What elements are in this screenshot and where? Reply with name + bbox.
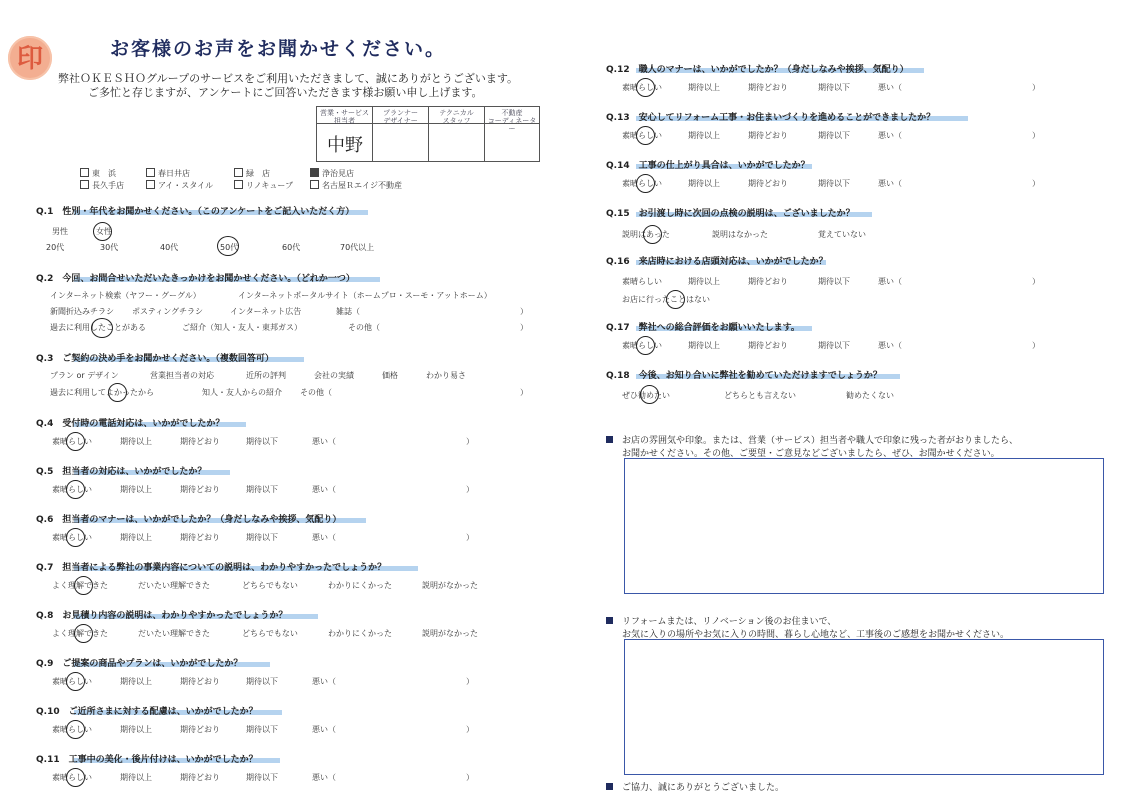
store-check-midori[interactable]: 緑 店 bbox=[234, 168, 270, 179]
question-4: Q.4 受付時の電話対応は、いかがでしたか？ bbox=[36, 419, 225, 429]
q4-option-1[interactable]: 期待以上 bbox=[120, 437, 152, 446]
q6-option-1[interactable]: 期待以上 bbox=[120, 533, 152, 542]
q14-option-1[interactable]: 期待以上 bbox=[688, 179, 720, 188]
q12-option-3[interactable]: 期待以下 bbox=[818, 83, 850, 92]
q15-option-unsure[interactable]: 覚えていない bbox=[818, 230, 866, 239]
staff-header-planner: プランナー デザイナー bbox=[383, 109, 418, 125]
q16-option-4[interactable]: 悪い（ bbox=[878, 277, 902, 286]
bullet-square-icon bbox=[606, 783, 613, 790]
q9-option-4[interactable]: 悪い（ bbox=[312, 677, 336, 686]
question-16: Q.16 来店時における店頭対応は、いかがでしたか？ bbox=[606, 257, 828, 267]
q16-option-1[interactable]: 期待以上 bbox=[688, 277, 720, 286]
q5-option-3[interactable]: 期待以下 bbox=[246, 485, 278, 494]
q2-option-posting[interactable]: ポスティングチラシ bbox=[132, 307, 204, 316]
q2-paren-close-1: ） bbox=[520, 307, 528, 316]
staff-header-sales: 営業・サービス 担当者 bbox=[320, 109, 369, 125]
q10-option-5: ） bbox=[466, 725, 474, 734]
store-check-higashi[interactable]: 東 浜 bbox=[80, 168, 116, 179]
bullet-square-icon bbox=[606, 617, 613, 624]
q7-option-3[interactable]: わかりにくかった bbox=[328, 581, 392, 590]
q10-option-1[interactable]: 期待以上 bbox=[120, 725, 152, 734]
comment-1-textarea[interactable] bbox=[624, 458, 1104, 594]
staff-name-handwritten: 中野 bbox=[327, 135, 363, 156]
q1-age-40[interactable]: 40代 bbox=[160, 243, 179, 252]
q13-option-4[interactable]: 悪い（ bbox=[878, 131, 902, 140]
comment-1-prompt-line-1: お店の雰囲気や印象。または、営業（サービス）担当者や職人で印象に残った者がおりましたら、 bbox=[622, 436, 1019, 446]
q3-option-other[interactable]: その他（ bbox=[300, 388, 332, 397]
question-17: Q.17 弊社への総合評価をお願いいたします。 bbox=[606, 323, 800, 333]
q18-option-no[interactable]: 勧めたくない bbox=[846, 391, 894, 400]
q10-option-3[interactable]: 期待以下 bbox=[246, 725, 278, 734]
q3-option-record[interactable]: 会社の実績 bbox=[314, 371, 354, 380]
question-13: Q.13 安心してリフォーム工事・お住まいづくりを進めることができましたか？ bbox=[606, 113, 936, 123]
q9-option-0[interactable]: 素晴らしい bbox=[52, 677, 92, 686]
q17-option-0[interactable]: 素晴らしい bbox=[622, 341, 662, 350]
q2-paren-close-2: ） bbox=[520, 323, 528, 332]
store-check-kasugai[interactable]: 春日井店 bbox=[146, 168, 190, 179]
q6-option-4[interactable]: 悪い（ bbox=[312, 533, 336, 542]
q3-option-reputation[interactable]: 近所の評判 bbox=[246, 371, 286, 380]
q10-option-4[interactable]: 悪い（ bbox=[312, 725, 336, 734]
q6-option-0[interactable]: 素晴らしい bbox=[52, 533, 92, 542]
question-1: Q.1 性別・年代をお聞かせください。（このアンケートをご記入いただく方） bbox=[36, 207, 355, 217]
q14-option-2[interactable]: 期待どおり bbox=[748, 179, 788, 188]
q8-option-2[interactable]: どちらでもない bbox=[242, 629, 298, 638]
q15-option-yes[interactable]: 説明はあった bbox=[622, 230, 670, 239]
q2-option-search[interactable]: インターネット検索（ヤフー・グーグル） bbox=[50, 291, 201, 300]
question-8: Q.8 お見積り内容の説明は、わかりやすかったでしょうか？ bbox=[36, 611, 288, 621]
q14-option-0[interactable]: 素晴らしい bbox=[622, 179, 662, 188]
q1-age-20[interactable]: 20代 bbox=[46, 243, 65, 252]
q2-option-portal[interactable]: インターネットポータルサイト（ホームプロ・スーモ・アットホーム） bbox=[238, 291, 492, 300]
q3-option-friend[interactable]: 知人・友人からの紹介 bbox=[202, 388, 282, 397]
q12-option-0[interactable]: 素晴らしい bbox=[622, 83, 662, 92]
q3-option-sales-staff[interactable]: 営業担当者の対応 bbox=[150, 371, 214, 380]
q11-option-5: ） bbox=[466, 773, 474, 782]
q9-option-3[interactable]: 期待以下 bbox=[246, 677, 278, 686]
question-3: Q.3 ご契約の決め手をお聞かせください。（複数回答可） bbox=[36, 354, 274, 364]
q5-option-4[interactable]: 悪い（ bbox=[312, 485, 336, 494]
question-7: Q.7 担当者による弊社の事業内容についての説明は、わかりやすかったでしょうか？ bbox=[36, 563, 387, 573]
q8-option-3[interactable]: わかりにくかった bbox=[328, 629, 392, 638]
q4-option-0[interactable]: 素晴らしい bbox=[52, 437, 92, 446]
q9-option-1[interactable]: 期待以上 bbox=[120, 677, 152, 686]
store-check-istyle[interactable]: アイ・スタイル bbox=[146, 180, 213, 191]
q18-option-neutral[interactable]: どちらとも言えない bbox=[724, 391, 796, 400]
q17-option-4[interactable]: 悪い（ bbox=[878, 341, 902, 350]
q13-option-2[interactable]: 期待どおり bbox=[748, 131, 788, 140]
q13-option-0[interactable]: 素晴らしい bbox=[622, 131, 662, 140]
q9-option-5: ） bbox=[466, 677, 474, 686]
q3-option-plan[interactable]: プラン or デザイン bbox=[50, 371, 119, 380]
question-18: Q.18 今後、お知り合いに弊社を勧めていただけますでしょうか？ bbox=[606, 371, 882, 381]
q12-option-2[interactable]: 期待どおり bbox=[748, 83, 788, 92]
q2-option-newspaper[interactable]: 新聞折込みチラシ bbox=[50, 307, 114, 316]
q14-option-3[interactable]: 期待以下 bbox=[818, 179, 850, 188]
q8-option-4[interactable]: 説明がなかった bbox=[422, 629, 478, 638]
question-15: Q.15 お引渡し時に次回の点検の説明は、ございましたか？ bbox=[606, 209, 855, 219]
q12-option-5: ） bbox=[1032, 83, 1040, 92]
q11-option-2[interactable]: 期待どおり bbox=[180, 773, 220, 782]
q1-option-male[interactable]: 男性 bbox=[52, 227, 68, 236]
q7-option-2[interactable]: どちらでもない bbox=[242, 581, 298, 590]
bullet-square-icon bbox=[606, 436, 613, 443]
q2-option-referral[interactable]: ご紹介（知人・友人・東邦ガス） bbox=[182, 323, 302, 332]
q16-option-2[interactable]: 期待どおり bbox=[748, 277, 788, 286]
question-10: Q.10 ご近所さまに対する配慮は、いかがでしたか？ bbox=[36, 707, 258, 717]
q14-option-4[interactable]: 悪い（ bbox=[878, 179, 902, 188]
q1-age-70[interactable]: 70代以上 bbox=[340, 243, 375, 252]
intro-line-1: 弊社ＯＫＥＳＨＯグループのサービスをご利用いただきまして、誠にありがとうございます。 bbox=[58, 72, 519, 85]
q16-option-3[interactable]: 期待以下 bbox=[818, 277, 850, 286]
q16-option-5: ） bbox=[1032, 277, 1040, 286]
q4-option-2[interactable]: 期待どおり bbox=[180, 437, 220, 446]
q6-option-5: ） bbox=[466, 533, 474, 542]
q4-option-5: ） bbox=[466, 437, 474, 446]
q16-option-not-visited[interactable]: お店に行ったことはない bbox=[622, 295, 710, 304]
q5-option-5: ） bbox=[466, 485, 474, 494]
q11-option-1[interactable]: 期待以上 bbox=[120, 773, 152, 782]
q7-option-0[interactable]: よく理解できた bbox=[52, 581, 108, 590]
q6-option-2[interactable]: 期待どおり bbox=[180, 533, 220, 542]
q9-option-2[interactable]: 期待どおり bbox=[180, 677, 220, 686]
q5-option-2[interactable]: 期待どおり bbox=[180, 485, 220, 494]
q17-option-1[interactable]: 期待以上 bbox=[688, 341, 720, 350]
question-6: Q.6 担当者のマナーは、いかがでしたか？（身だしなみや挨拶、気配り） bbox=[36, 515, 342, 525]
q16-option-0[interactable]: 素晴らしい bbox=[622, 277, 662, 286]
q8-option-1[interactable]: だいたい理解できた bbox=[138, 629, 210, 638]
comment-2-prompt-line-2: お気に入りの場所やお気に入りの時間、暮らし心地など、工事後のご感想をお聞かせください。 bbox=[622, 630, 1010, 640]
q11-option-4[interactable]: 悪い（ bbox=[312, 773, 336, 782]
q11-option-3[interactable]: 期待以下 bbox=[246, 773, 278, 782]
q17-option-3[interactable]: 期待以下 bbox=[818, 341, 850, 350]
q13-option-3[interactable]: 期待以下 bbox=[818, 131, 850, 140]
staff-table bbox=[316, 106, 540, 162]
comment-2-prompt-line-1: リフォームまたは、リノベーション後のお住まいで、 bbox=[622, 617, 837, 627]
q10-option-2[interactable]: 期待どおり bbox=[180, 725, 220, 734]
q17-option-2[interactable]: 期待どおり bbox=[748, 341, 788, 350]
q17-option-5: ） bbox=[1032, 341, 1040, 350]
q4-option-4[interactable]: 悪い（ bbox=[312, 437, 336, 446]
q7-option-4[interactable]: 説明がなかった bbox=[422, 581, 478, 590]
q18-option-recommend[interactable]: ぜひ勧めたい bbox=[622, 391, 670, 400]
q1-option-female[interactable]: 女性 bbox=[96, 227, 112, 236]
store-check-tajimi[interactable]: 浄治見店 bbox=[310, 168, 354, 179]
q8-option-0[interactable]: よく理解できた bbox=[52, 629, 108, 638]
staff-header-technical: テクニカル スタッフ bbox=[439, 109, 474, 125]
question-11: Q.11 工事中の美化・後片付けは、いかがでしたか？ bbox=[36, 755, 258, 765]
page-title: お客様のお声をお聞かせください。 bbox=[110, 38, 447, 60]
q6-option-3[interactable]: 期待以下 bbox=[246, 533, 278, 542]
q1-age-50[interactable]: 50代 bbox=[220, 243, 239, 252]
q4-option-3[interactable]: 期待以下 bbox=[246, 437, 278, 446]
q3-option-past-good[interactable]: 過去に利用してよかったから bbox=[50, 388, 154, 397]
question-5: Q.5 担当者の対応は、いかがでしたか？ bbox=[36, 467, 207, 477]
thanks-message: ご協力、誠にありがとうございました。 bbox=[622, 783, 785, 793]
q2-option-magazine[interactable]: 雑誌（ bbox=[336, 307, 360, 316]
q12-option-1[interactable]: 期待以上 bbox=[688, 83, 720, 92]
q2-option-past-use[interactable]: 過去に利用したことがある bbox=[50, 323, 146, 332]
q5-option-1[interactable]: 期待以上 bbox=[120, 485, 152, 494]
q3-paren-close: ） bbox=[520, 388, 528, 397]
q1-age-30[interactable]: 30代 bbox=[100, 243, 119, 252]
question-14: Q.14 工事の仕上がり具合は、いかがでしたか？ bbox=[606, 161, 810, 171]
q1-age-60[interactable]: 60代 bbox=[282, 243, 301, 252]
q13-option-5: ） bbox=[1032, 131, 1040, 140]
q7-option-1[interactable]: だいたい理解できた bbox=[138, 581, 210, 590]
q15-option-no[interactable]: 説明はなかった bbox=[712, 230, 768, 239]
q10-option-0[interactable]: 素晴らしい bbox=[52, 725, 92, 734]
store-check-nagoya-r[interactable]: 名古屋Ｒエイジ不動産 bbox=[310, 180, 402, 191]
question-9: Q.9 ご提案の商品やプランは、いかがでしたか？ bbox=[36, 659, 243, 669]
staff-header-realestate: 不動産 コーディネーター bbox=[487, 109, 537, 133]
store-check-renocube[interactable]: リノキューブ bbox=[234, 180, 293, 191]
comment-2-textarea[interactable] bbox=[624, 639, 1104, 775]
comment-1-prompt-line-2: お聞かせください。その他、ご要望・ご意見などございましたら、ぜひ、お聞かせください。 bbox=[622, 449, 1000, 459]
q3-option-price[interactable]: 価格 bbox=[382, 371, 398, 380]
q12-option-4[interactable]: 悪い（ bbox=[878, 83, 902, 92]
question-2: Q.2 今回、お問合せいただいたきっかけをお聞かせください。（どれか一つ） bbox=[36, 274, 355, 284]
q13-option-1[interactable]: 期待以上 bbox=[688, 131, 720, 140]
q5-option-0[interactable]: 素晴らしい bbox=[52, 485, 92, 494]
store-check-nagakute[interactable]: 長久手店 bbox=[80, 180, 124, 191]
q3-option-clarity[interactable]: わかり易さ bbox=[426, 371, 466, 380]
question-12: Q.12 職人のマナーは、いかがでしたか？（身だしなみや挨拶、気配り） bbox=[606, 65, 909, 75]
q2-option-web-ad[interactable]: インターネット広告 bbox=[230, 307, 302, 316]
intro-line-2: ご多忙と存じますが、アンケートにご回答いただきます様お願い申し上げます。 bbox=[88, 86, 483, 99]
q14-option-5: ） bbox=[1032, 179, 1040, 188]
seal-glyph-icon: 印 bbox=[16, 44, 43, 74]
q2-option-other[interactable]: その他（ bbox=[348, 323, 380, 332]
q11-option-0[interactable]: 素晴らしい bbox=[52, 773, 92, 782]
